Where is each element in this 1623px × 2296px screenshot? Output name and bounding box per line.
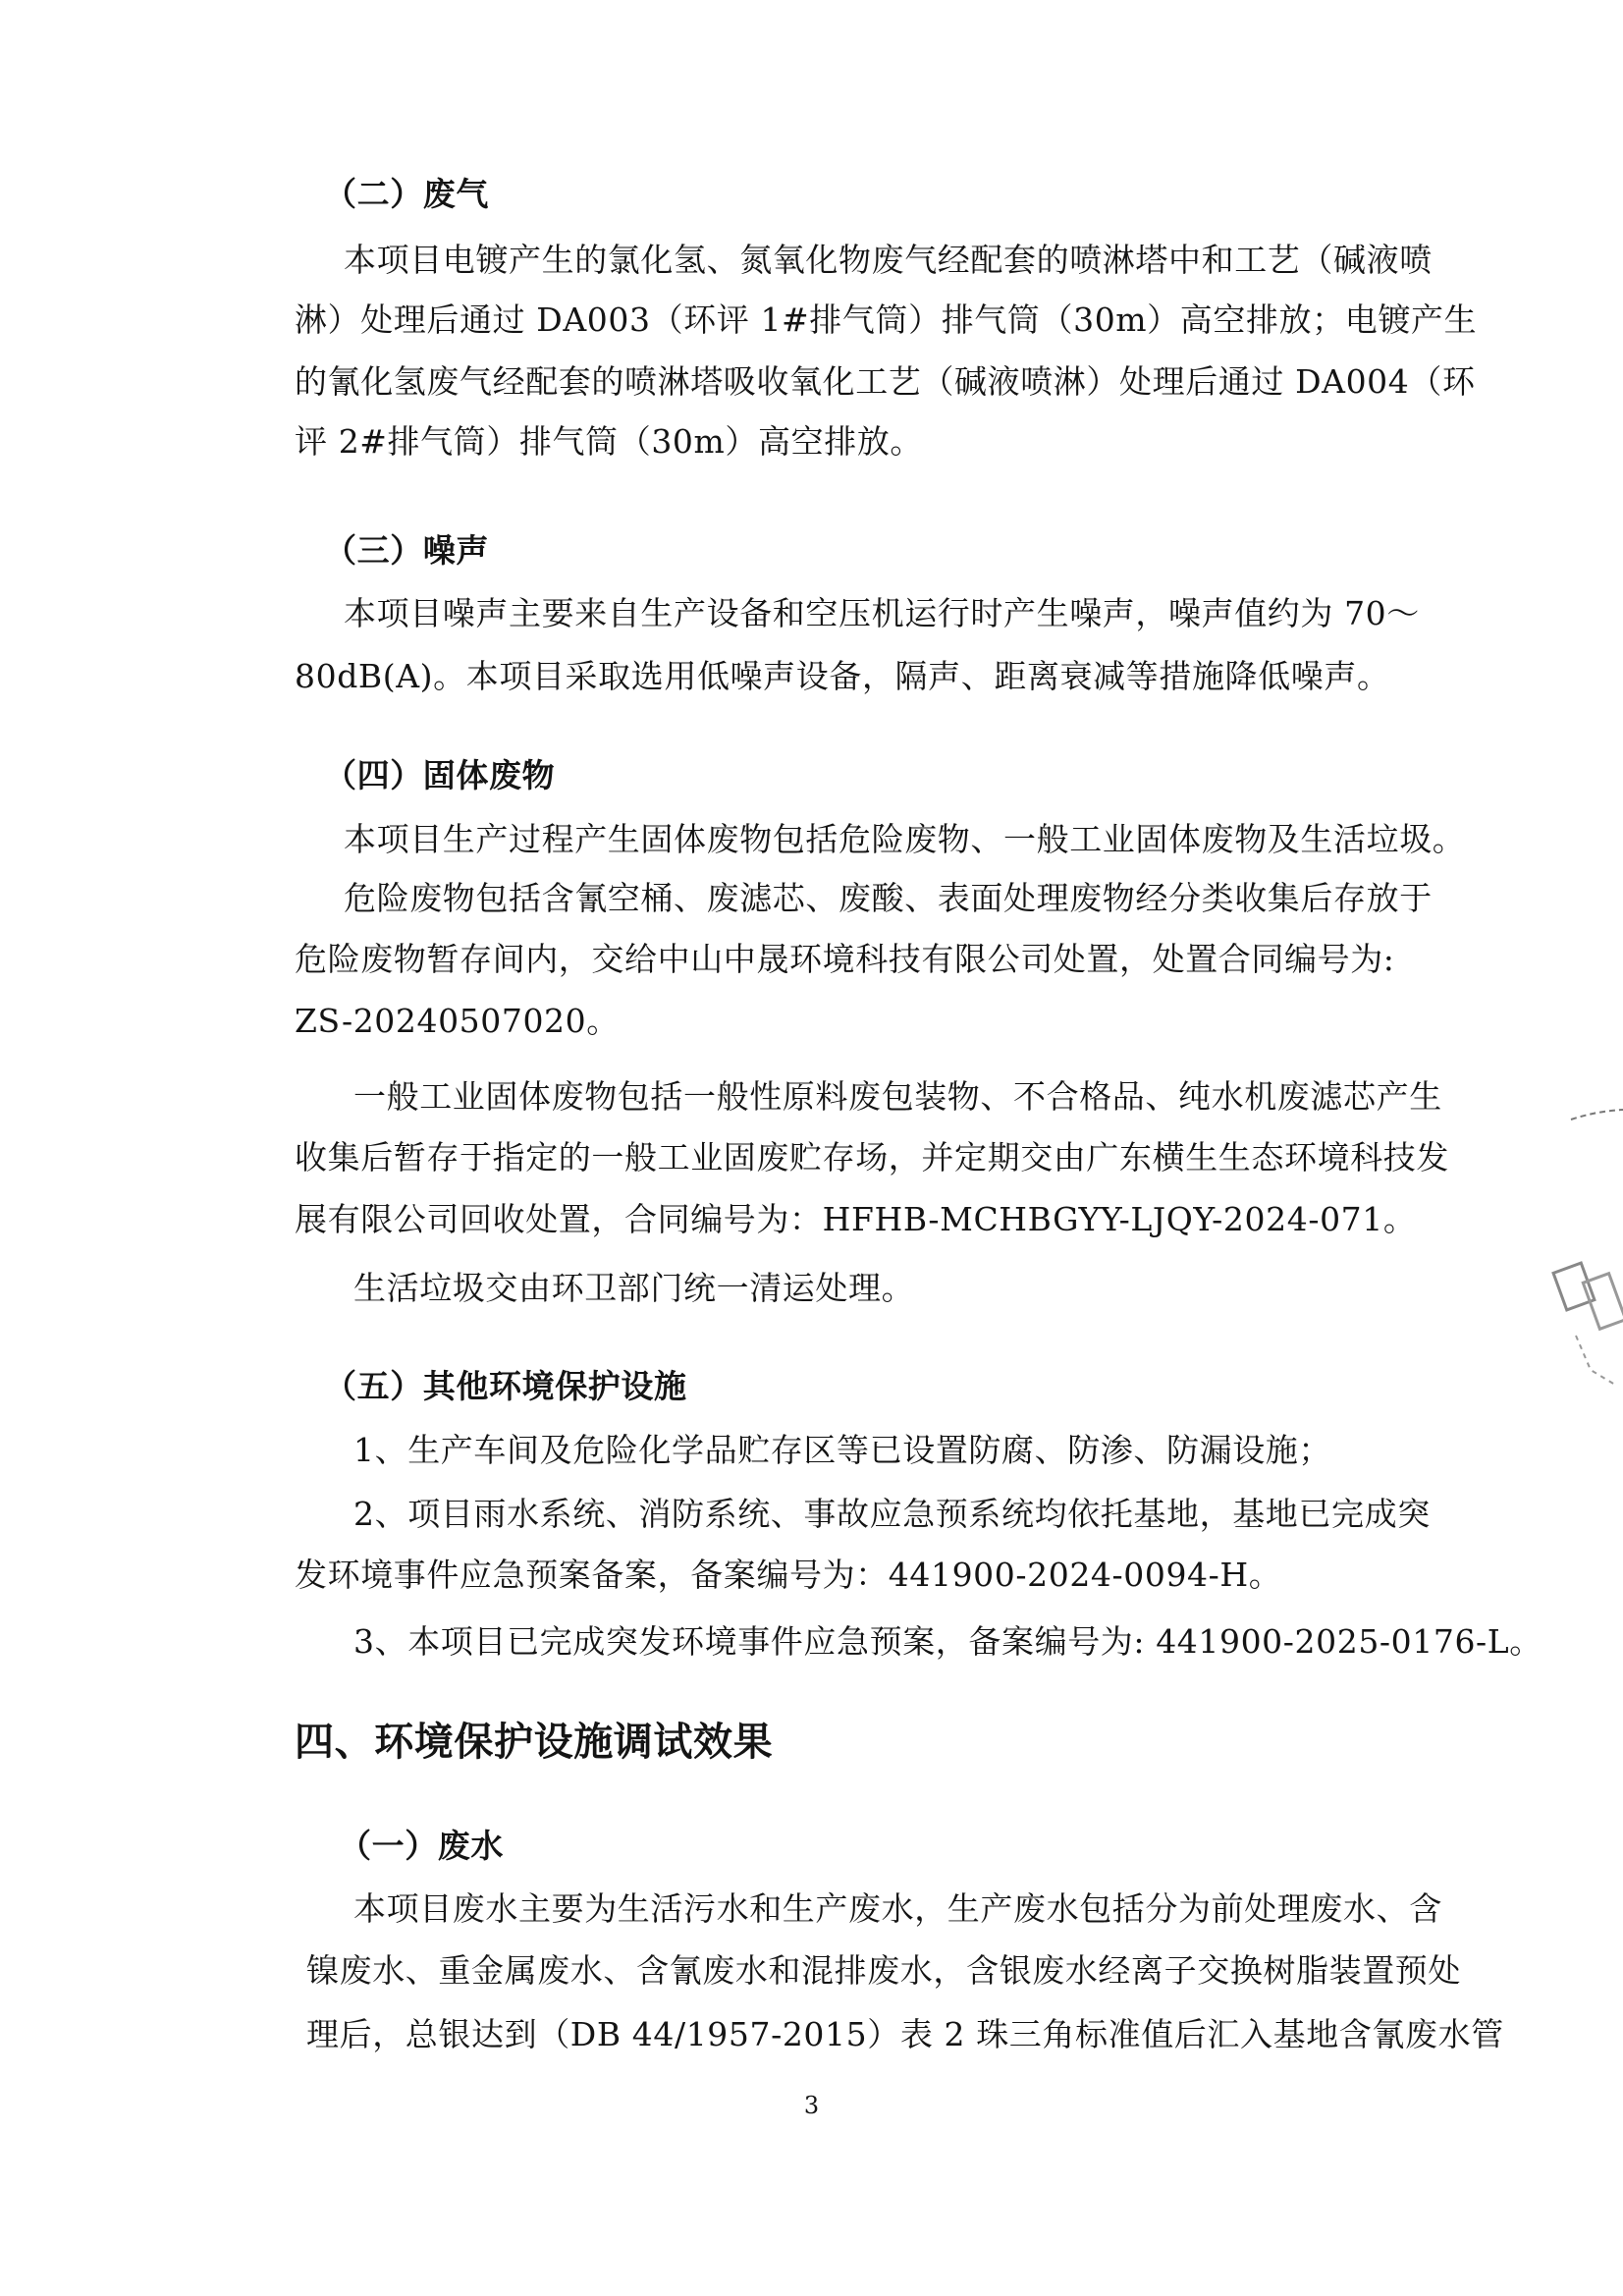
paragraph-line: 发环境事件应急预案备案，备案编号为：441900-2024-0094-H。 <box>295 1556 1282 1594</box>
paragraph-line: 3、本项目已完成突发环境事件应急预案，备案编号为: 441900-2025-0176-L。 <box>353 1622 1542 1661</box>
paragraph-line: 本项目废水主要为生活污水和生产废水，生产废水包括分为前处理废水、含 <box>353 1889 1442 1928</box>
section-heading-noise: （三）噪声 <box>324 531 489 570</box>
paragraph-line: 镍废水、重金属废水、含氰废水和混排废水，含银废水经离子交换树脂装置预处 <box>306 1951 1461 1990</box>
paragraph-line: 淋）处理后通过 DA003（环评 1#排气筒）排气筒（30m）高空排放；电镀产生 <box>295 301 1478 339</box>
paragraph-line: 评 2#排气筒）排气筒（30m）高空排放。 <box>295 422 924 461</box>
paragraph-line: 展有限公司回收处置，合同编号为：HFHB-MCHBGYY-LJQY-2024-071。 <box>295 1200 1417 1238</box>
paragraph-line: 本项目噪声主要来自生产设备和空压机运行时产生噪声，噪声值约为 70～ <box>344 594 1420 632</box>
section-heading-waste-water: （一）废水 <box>339 1827 504 1865</box>
chapter-heading: 四、环境保护设施调试效果 <box>295 1720 774 1765</box>
seal-stamp-fragment <box>1532 1090 1623 1414</box>
paragraph-line: 危险废物包括含氰空桶、废滤芯、废酸、表面处理废物经分类收集后存放于 <box>344 879 1433 917</box>
page-number: 3 <box>803 2092 820 2119</box>
paragraph-line: 的氰化氢废气经配套的喷淋塔吸收氧化工艺（碱液喷淋）处理后通过 DA004（环 <box>295 362 1476 401</box>
paragraph-line: 本项目电镀产生的氯化氢、氮氧化物废气经配套的喷淋塔中和工艺（碱液喷 <box>344 241 1433 279</box>
paragraph-line: 80dB(A)。本项目采取选用低噪声设备，隔声、距离衰减等措施降低噪声。 <box>295 657 1390 695</box>
paragraph-line: 理后，总银达到（DB 44/1957-2015）表 2 珠三角标准值后汇入基地含氰废水管 <box>306 2015 1504 2053</box>
paragraph-line: 2、项目雨水系统、消防系统、事故应急预系统均依托基地，基地已完成突 <box>353 1495 1431 1533</box>
section-heading-other: （五）其他环境保护设施 <box>324 1367 687 1405</box>
paragraph-line: 生活垃圾交由环卫部门统一清运处理。 <box>353 1269 915 1307</box>
paragraph-line: 一般工业固体废物包括一般性原料废包装物、不合格品、纯水机废滤芯产生 <box>353 1077 1442 1116</box>
paragraph-line: 危险废物暂存间内，交给中山中晟环境科技有限公司处置，处置合同编号为: <box>295 940 1395 978</box>
paragraph-line: 1、生产车间及危险化学品贮存区等已设置防腐、防渗、防漏设施； <box>353 1431 1331 1469</box>
section-heading-waste-gas: （二）废气 <box>324 175 489 213</box>
paragraph-line: ZS-20240507020。 <box>295 1002 620 1040</box>
section-heading-solid-waste: （四）固体废物 <box>324 756 556 794</box>
paragraph-line: 本项目生产过程产生固体废物包括危险废物、一般工业固体废物及生活垃圾。 <box>344 820 1466 858</box>
paragraph-line: 收集后暂存于指定的一般工业固废贮存场，并定期交由广东横生生态环境科技发 <box>295 1138 1449 1176</box>
